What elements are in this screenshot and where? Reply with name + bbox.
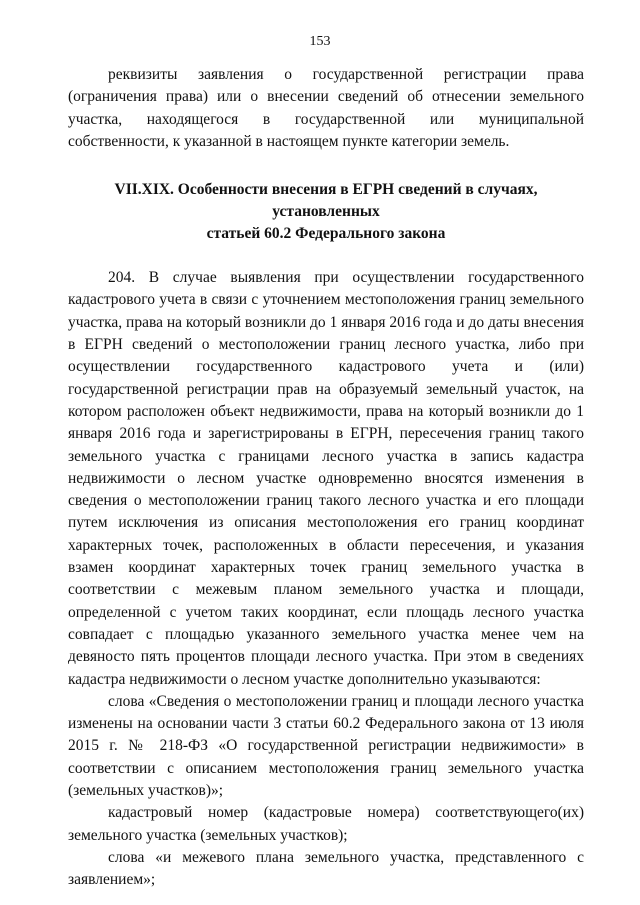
paragraph-204: 204. В случае выявления при осуществлении государственного кадастрового учета в связи с уточнением местоположения границ земельного участка, права на который возникли до 1 января 2016 года и до даты внесения в ЕГРН сведений о местоположении границ лесного участка, либо при осуществлении государственного кадастрового учета и (или) государственной регистрации прав на образуемый земельный участок, на котором расположен объект недвижимости, права на который возникли до 1 января 2016 года и зарегистрированы в ЕГРН, пересечения границ такого земельного участка с границами лесного участка в запись кадастра недвижимости о лесном участке одновременно вносятся изменения в сведения о местоположении границ такого лесного участка и его площади путем исключения из описания местоположения его границ координат характерных точек, расположенных в области пересечения, и указания взамен координат характерных точек границ земельного участка в соответствии с межевым планом земельного участка и площади, определенной с учетом таких координат, если площадь лесного участка совпадает с площадью указанного земельного участка менее чем на девяносто пять процентов площади лесного участка. При этом в сведениях кадастра недвижимости о лесном участке дополнительно указываются: xyxy=(68,269,584,688)
section-heading-line-2: статьей 60.2 Федерального закона xyxy=(206,225,446,243)
section-heading-line-1: VII.XIX. Особенности внесения в ЕГРН сведений в случаях, установленных xyxy=(114,181,538,221)
page-number: 153 xyxy=(309,34,331,49)
paragraph-survey-plan: слова «и межевого плана земельного участка, представленного с заявлением»; xyxy=(68,848,584,889)
paragraph-cadastral-number: кадастровый номер (кадастровые номера) соответствующего(их) земельного участка (земельных участков); xyxy=(68,804,584,844)
section-heading xyxy=(68,179,584,245)
intro-paragraph: реквизиты заявления о государственной регистрации права (ограничения права) или о внесении сведений об отнесении земельного участка, находящегося в государственной или муниципальной собственности, к указанной в настоящем пункте категории земель. xyxy=(68,66,584,150)
document-body xyxy=(68,64,584,892)
paragraph-words-statement: слова «Сведения о местоположении границ и площади лесного участка изменены на основании части 3 статьи 60.2 Федерального закона от 13 июля 2015 г. № 218-ФЗ «О государственной регистрации недвижимости» в соответствии с описанием местоположения границ земельного участка (земельных участков)»; xyxy=(68,692,584,800)
